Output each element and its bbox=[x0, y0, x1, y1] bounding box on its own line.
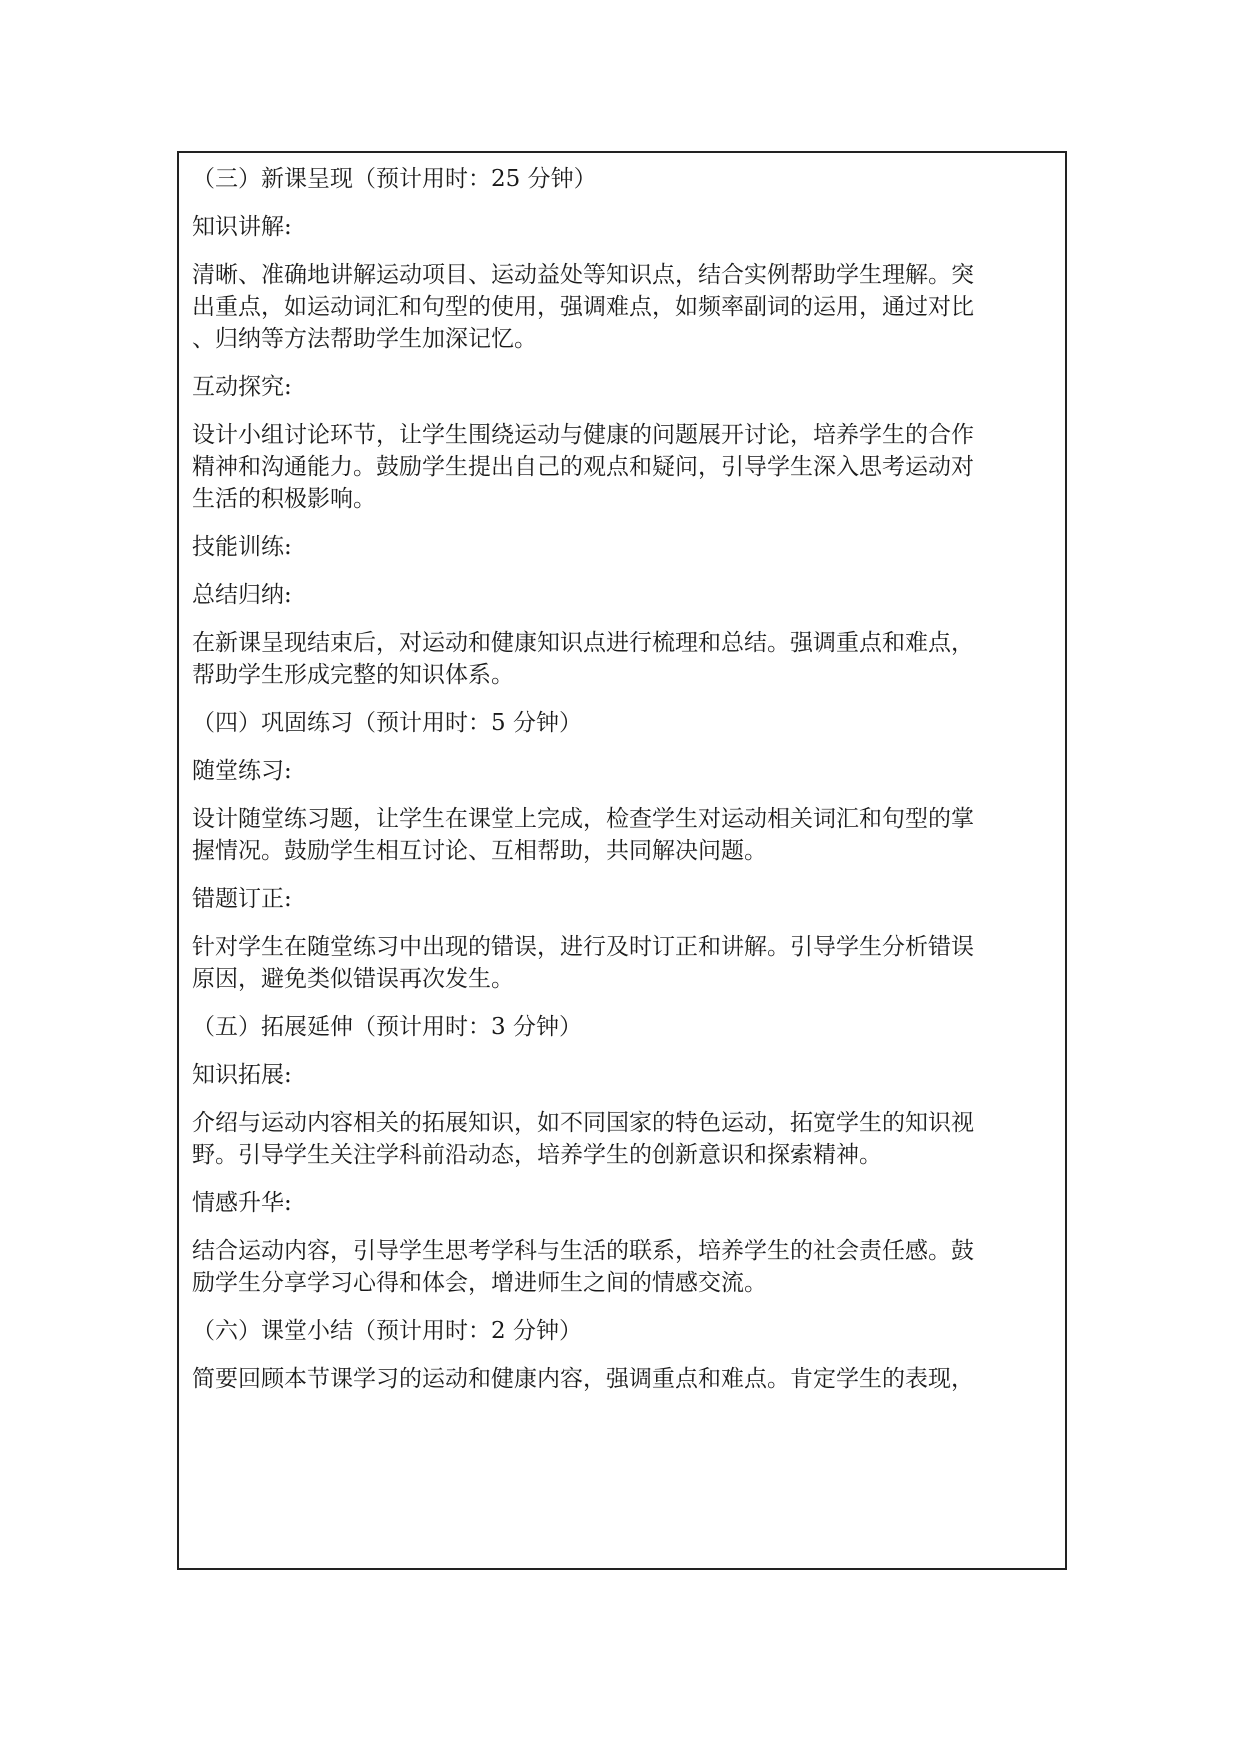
paragraph-line: 帮助学生形成完整的知识体系。 bbox=[192, 662, 514, 688]
subheading-interactive-inquiry: 互动探究: bbox=[192, 374, 292, 400]
lesson-plan-table-cell bbox=[177, 151, 1067, 1570]
section-heading-extension: （五）拓展延伸（预计用时：3 分钟） bbox=[192, 1014, 582, 1040]
subheading-emotional-elevation: 情感升华: bbox=[192, 1190, 292, 1216]
subheading-knowledge-explanation: 知识讲解: bbox=[192, 214, 292, 240]
paragraph-line: 清晰、准确地讲解运动项目、运动益处等知识点，结合实例帮助学生理解。突 bbox=[192, 262, 974, 288]
paragraph-line: 针对学生在随堂练习中出现的错误，进行及时订正和讲解。引导学生分析错误 bbox=[192, 934, 974, 960]
paragraph-line: 在新课呈现结束后，对运动和健康知识点进行梳理和总结。强调重点和难点， bbox=[192, 630, 974, 656]
paragraph-line: 介绍与运动内容相关的拓展知识，如不同国家的特色运动，拓宽学生的知识视 bbox=[192, 1110, 974, 1136]
subheading-knowledge-extension: 知识拓展: bbox=[192, 1062, 292, 1088]
paragraph-line: 野。引导学生关注学科前沿动态，培养学生的创新意识和探索精神。 bbox=[192, 1142, 882, 1168]
paragraph-line: 设计随堂练习题，让学生在课堂上完成，检查学生对运动相关词汇和句型的掌 bbox=[192, 806, 974, 832]
section-heading-new-lesson: （三）新课呈现（预计用时：25 分钟） bbox=[192, 166, 597, 192]
paragraph-line: 、归纳等方法帮助学生加深记忆。 bbox=[192, 326, 537, 352]
paragraph-line: 简要回顾本节课学习的运动和健康内容，强调重点和难点。肯定学生的表现， bbox=[192, 1366, 974, 1392]
paragraph-line: 励学生分享学习心得和体会，增进师生之间的情感交流。 bbox=[192, 1270, 767, 1296]
paragraph-line: 生活的积极影响。 bbox=[192, 486, 376, 512]
section-heading-consolidation: （四）巩固练习（预计用时：5 分钟） bbox=[192, 710, 582, 736]
subheading-skill-training: 技能训练: bbox=[192, 534, 292, 560]
paragraph-line: 结合运动内容，引导学生思考学科与生活的联系，培养学生的社会责任感。鼓 bbox=[192, 1238, 974, 1264]
lesson-content bbox=[192, 163, 1054, 1395]
paragraph-line: 精神和沟通能力。鼓励学生提出自己的观点和疑问，引导学生深入思考运动对 bbox=[192, 454, 974, 480]
subheading-summary: 总结归纳: bbox=[192, 582, 292, 608]
subheading-error-correction: 错题订正: bbox=[192, 886, 292, 912]
paragraph-line: 出重点，如运动词汇和句型的使用，强调难点，如频率副词的运用，通过对比 bbox=[192, 294, 974, 320]
subheading-in-class-practice: 随堂练习: bbox=[192, 758, 292, 784]
paragraph-line: 握情况。鼓励学生相互讨论、互相帮助，共同解决问题。 bbox=[192, 838, 767, 864]
section-heading-class-summary: （六）课堂小结（预计用时：2 分钟） bbox=[192, 1318, 582, 1344]
paragraph-line: 设计小组讨论环节，让学生围绕运动与健康的问题展开讨论，培养学生的合作 bbox=[192, 422, 974, 448]
paragraph-line: 原因，避免类似错误再次发生。 bbox=[192, 966, 514, 992]
